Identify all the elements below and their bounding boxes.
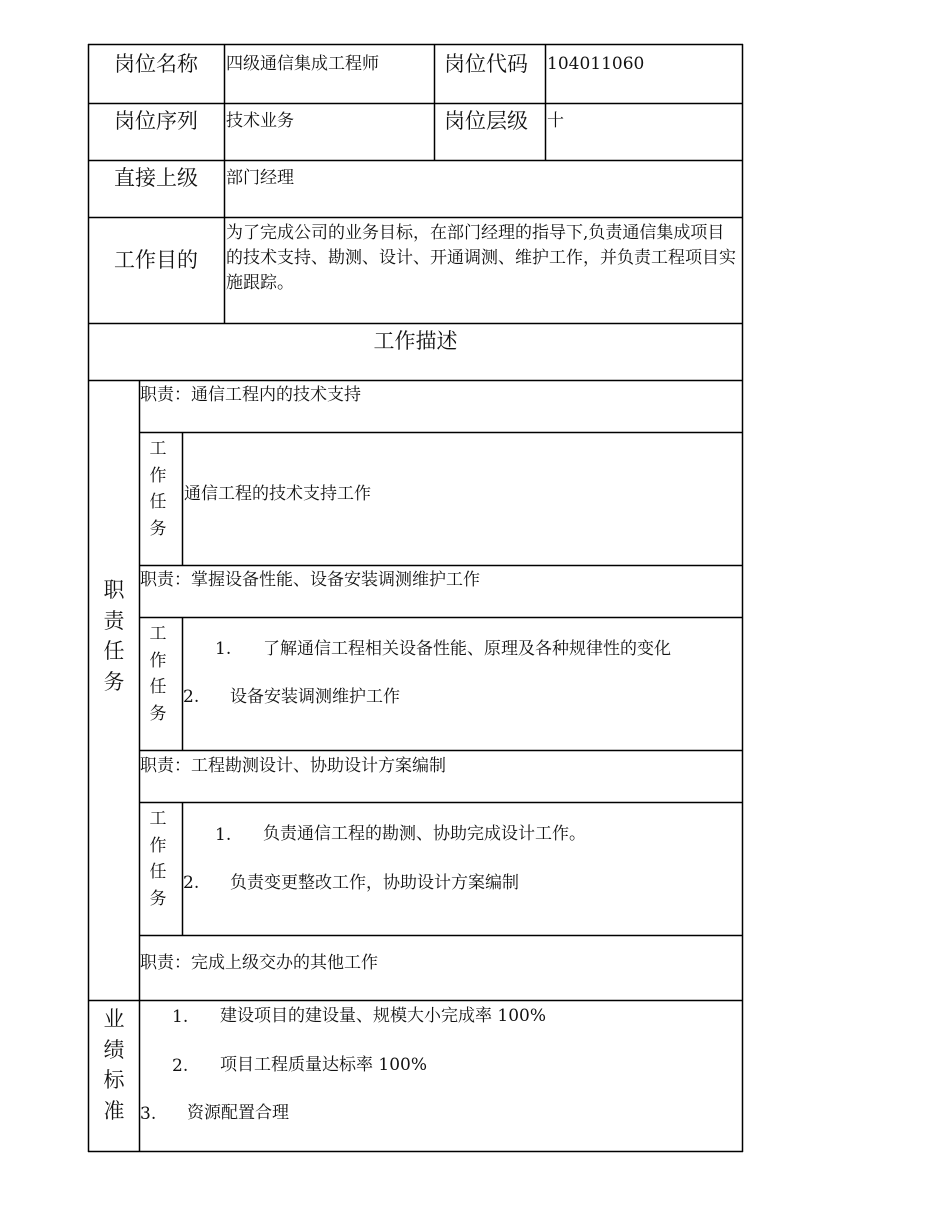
performance-2-number: 2. xyxy=(172,1056,189,1076)
duty-2-task-label: 工作任务 xyxy=(149,624,167,724)
purpose-value: 为了完成公司的业务目标，在部门经理的指导下,负责通信集成项目的技术支持、勘测、设计、开通调测、维护工作，并负责工程项目实施跟踪。 xyxy=(226,223,736,293)
duty-3-task-1-number: 1. xyxy=(215,825,232,845)
post-code-label: 岗位代码 xyxy=(444,52,528,76)
work-description-title: 工作描述 xyxy=(373,329,458,353)
duty-1-task-label: 工作任务 xyxy=(149,439,167,539)
performance-3: 资源配置合理 xyxy=(187,1103,289,1123)
duty-2-task-2-number: 2. xyxy=(183,687,200,707)
duty-4-title: 职责：完成上级交办的其他工作 xyxy=(140,953,378,973)
duty-1-task-1: 通信工程的技术支持工作 xyxy=(184,484,371,504)
post-level-label: 岗位层级 xyxy=(444,109,528,133)
duties-section-label: 职责任务 xyxy=(103,578,125,694)
post-code-value: 104011060 xyxy=(547,54,645,74)
performance-label: 业绩标准 xyxy=(103,1007,125,1123)
duty-3-task-label: 工作任务 xyxy=(149,809,167,909)
post-series-label: 岗位序列 xyxy=(114,109,198,133)
duty-1-title: 职责：通信工程内的技术支持 xyxy=(140,385,361,405)
duty-2-title: 职责：掌握设备性能、设备安装调测维护工作 xyxy=(140,570,480,590)
supervisor-value: 部门经理 xyxy=(226,168,294,188)
supervisor-label: 直接上级 xyxy=(114,166,198,190)
duty-3-task-2-number: 2. xyxy=(183,873,200,893)
performance-1: 建设项目的建设量、规模大小完成率 100% xyxy=(220,1006,547,1026)
post-series-value: 技术业务 xyxy=(226,111,294,131)
performance-1-number: 1. xyxy=(172,1007,189,1027)
duty-2-task-2: 设备安装调测维护工作 xyxy=(230,687,400,707)
performance-2: 项目工程质量达标率 100% xyxy=(220,1055,428,1075)
duty-3-title: 职责：工程勘测设计、协助设计方案编制 xyxy=(140,756,446,776)
performance-3-number: 3. xyxy=(140,1104,157,1124)
duty-3-task-1: 负责通信工程的勘测、协助完成设计工作。 xyxy=(263,824,586,844)
duty-2-task-1: 了解通信工程相关设备性能、原理及各种规律性的变化 xyxy=(263,639,671,659)
duty-2-task-1-number: 1. xyxy=(215,639,232,659)
post-name-value: 四级通信集成工程师 xyxy=(226,54,379,74)
post-level-value: 十 xyxy=(547,111,564,131)
post-name-label: 岗位名称 xyxy=(114,52,198,76)
purpose-label: 工作目的 xyxy=(114,248,198,272)
duty-3-task-2: 负责变更整改工作，协助设计方案编制 xyxy=(230,873,519,893)
